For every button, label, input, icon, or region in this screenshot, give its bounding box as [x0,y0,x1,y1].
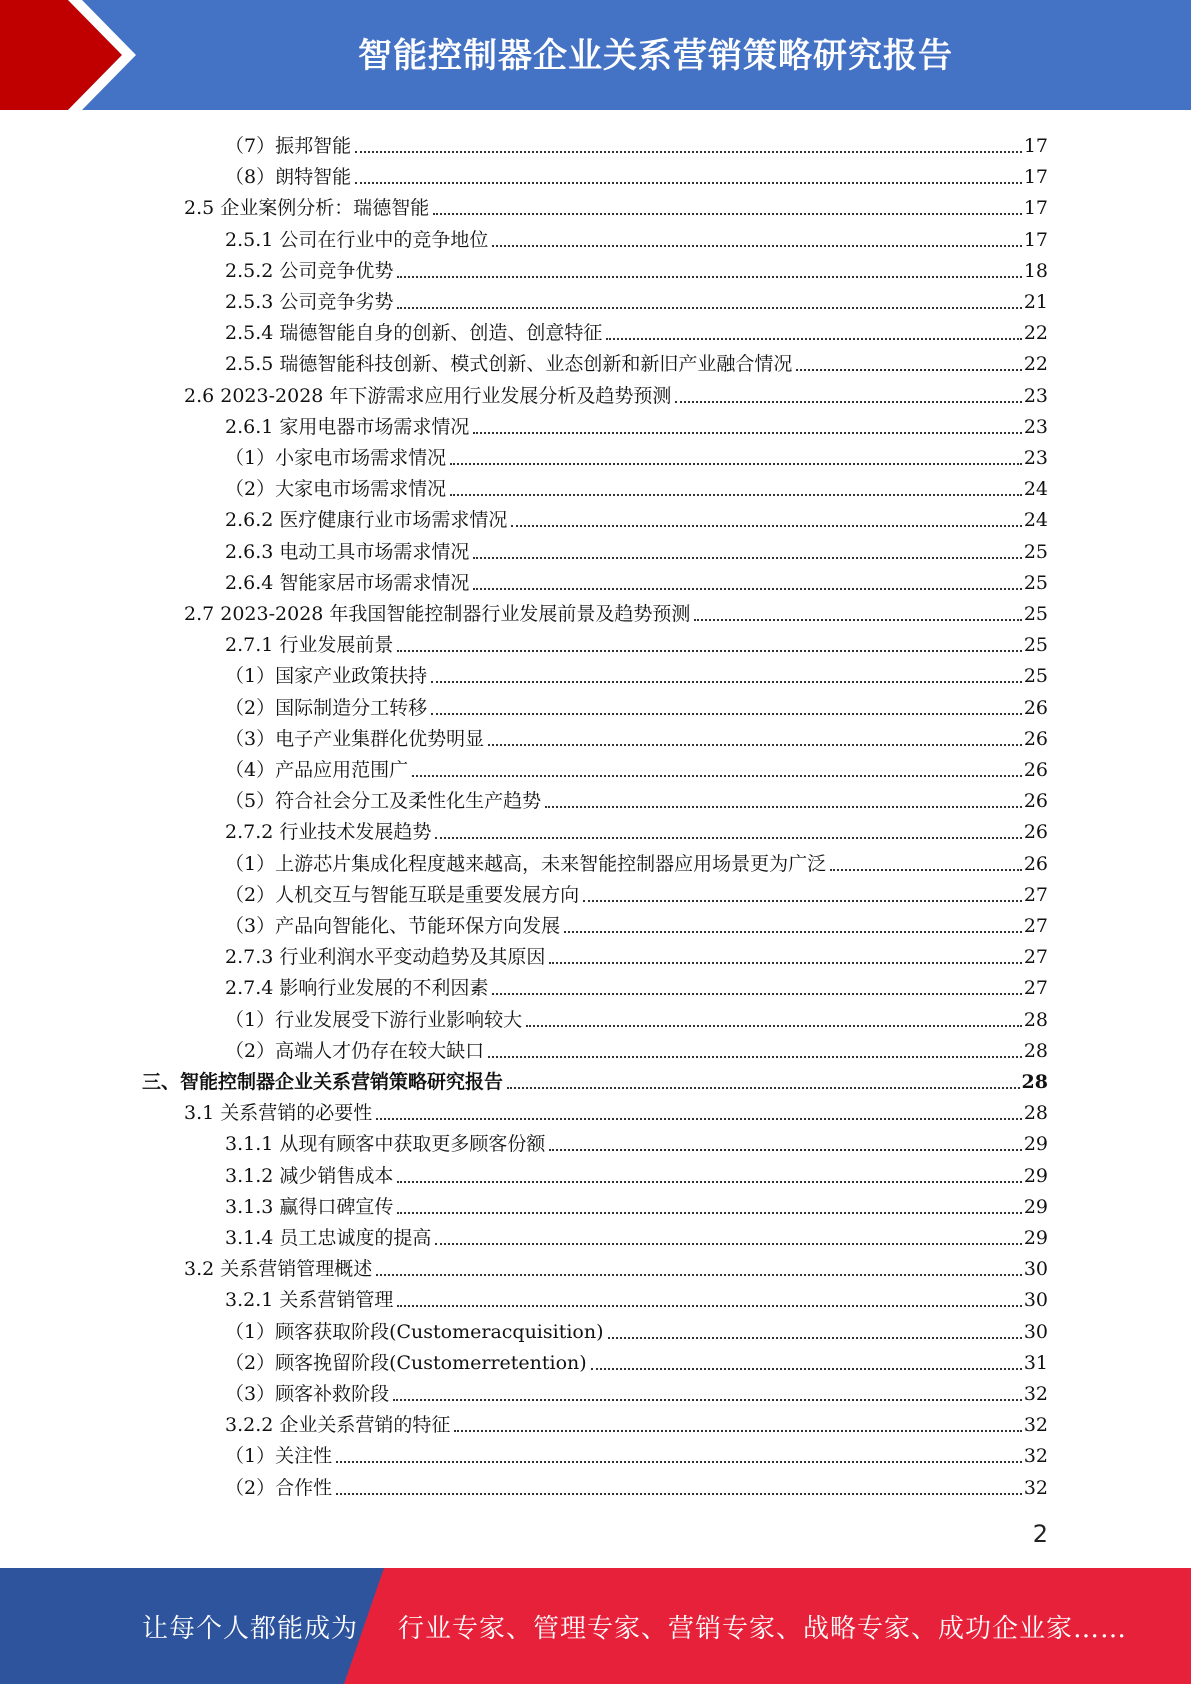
page-header [0,0,1191,110]
toc-entry[interactable] [225,1125,1048,1156]
toc-entry-page: 32 [1023,1445,1048,1468]
toc-entry[interactable] [225,1157,1048,1188]
toc-entry[interactable] [225,720,1048,751]
toc-entry[interactable] [225,907,1048,938]
toc-entry[interactable] [225,158,1048,189]
toc-entry[interactable] [184,377,1048,408]
toc-entry-label: 2.5.5 瑞德智能科技创新、模式创新、业态创新和新旧产业融合情况 [225,353,793,376]
toc-dot-leader [608,1337,1022,1339]
toc-dot-leader [488,1056,1022,1058]
toc-entry-label: 2.6 2023-2028 年下游需求应用行业发展分析及趋势预测 [184,384,672,407]
toc-entry-page: 26 [1023,727,1048,750]
toc-entry-page: 28 [1023,1102,1048,1125]
toc-entry-page: 30 [1023,1320,1048,1343]
toc-entry[interactable] [225,252,1048,283]
toc-entry-label: 2.7.1 行业发展前景 [225,634,394,657]
toc-entry-label: （1）国家产业政策扶持 [225,665,428,688]
toc-entry-page: 23 [1023,447,1048,469]
toc-dot-leader [549,962,1021,964]
toc-entry-page: 25 [1023,603,1048,625]
toc-dot-leader [549,1149,1021,1151]
toc-entry[interactable] [225,1344,1048,1375]
toc-dot-leader [431,713,1022,715]
toc-entry-label: 2.7.3 行业利润水平变动趋势及其原因 [225,946,546,969]
toc-entry[interactable] [225,657,1048,688]
toc-entry-page: 27 [1023,977,1048,1000]
toc-entry[interactable] [225,1437,1048,1468]
toc-entry-page: 29 [1023,1227,1048,1249]
toc-entry-label: 2.5.2 公司竞争优势 [225,259,394,282]
toc-dot-leader [830,869,1022,871]
toc-entry[interactable] [142,1063,1048,1094]
toc-entry-page: 27 [1023,915,1048,937]
toc-entry-label: 2.5.3 公司竞争劣势 [225,291,394,313]
toc-dot-leader [397,307,1021,309]
toc-entry-label: 2.6.4 智能家居市场需求情况 [225,571,470,594]
toc-entry-label: （4）产品应用范围广 [225,759,409,781]
toc-entry-page: 30 [1023,1258,1048,1281]
toc-entry-page: 24 [1023,509,1048,532]
toc-entry-page: 23 [1023,415,1048,438]
toc-dot-leader [450,494,1022,496]
toc-dot-leader [393,1399,1022,1401]
toc-entry[interactable] [225,221,1048,252]
toc-dot-leader [694,619,1021,621]
page-footer [0,1568,1191,1684]
toc-entry[interactable] [225,813,1048,844]
toc-entry-page: 30 [1023,1289,1048,1312]
toc-dot-leader [492,245,1021,247]
toc-entry[interactable] [225,439,1048,470]
toc-entry-label: （1）行业发展受下游行业影响较大 [225,1008,523,1031]
toc-entry-page: 27 [1023,883,1048,906]
toc-entry-page: 29 [1023,1195,1048,1218]
toc-dot-leader [336,1493,1022,1495]
toc-entry-label: （8）朗特智能 [225,166,352,189]
toc-entry-label: 2.6.1 家用电器市场需求情况 [225,415,470,438]
toc-entry-label: 2.5.4 瑞德智能自身的创新、创造、创意特征 [225,322,603,345]
toc-entry[interactable] [184,595,1048,626]
toc-entry[interactable] [225,470,1048,501]
toc-dot-leader [606,338,1021,340]
toc-entry-label: （2）人机交互与智能互联是重要发展方向 [225,883,580,906]
toc-dot-leader [488,744,1022,746]
toc-entry-label: （3）顾客补救阶段 [225,1383,390,1405]
toc-entry-page: 31 [1023,1351,1048,1374]
toc-entry[interactable] [225,1469,1048,1500]
page-number: 2 [1032,1520,1048,1548]
toc-entry-page: 21 [1023,291,1048,313]
toc-dot-leader [507,1087,1020,1089]
toc-entry[interactable] [225,751,1048,782]
toc-entry-label: 三、智能控制器企业关系营销策略研究报告 [142,1071,504,1093]
toc-entry-page: 28 [1023,1008,1048,1031]
toc-dot-leader [397,1181,1021,1183]
toc-entry-label: 2.6.2 医疗健康行业市场需求情况 [225,509,508,532]
toc-dot-leader [492,993,1021,995]
toc-entry-label: （2）合作性 [225,1476,333,1499]
toc-entry-label: 2.6.3 电动工具市场需求情况 [225,540,470,563]
toc-entry[interactable] [225,314,1048,345]
toc-entry-label: 2.5 企业案例分析：瑞德智能 [184,197,430,220]
toc-dot-leader [435,837,1021,839]
toc-entry-label: （1）上游芯片集成化程度越来越高，未来智能控制器应用场景更为广泛 [225,852,827,875]
toc-entry-page: 26 [1023,790,1048,813]
footer-slogan-left: 让每个人都能成为 [142,1614,359,1644]
toc-entry-label: （1）顾客获取阶段(Customeracquisition) [225,1320,604,1343]
toc-dot-leader [511,525,1021,527]
toc-entry-label: （2）顾客挽留阶段(Customerretention) [225,1351,587,1374]
toc-entry-page: 32 [1023,1414,1048,1437]
toc-entry-page: 25 [1023,634,1048,657]
toc-dot-leader [355,182,1022,184]
toc-dot-leader [526,1025,1022,1027]
toc-entry-label: 3.1.4 员工忠诚度的提高 [225,1227,432,1249]
toc-entry[interactable] [225,1032,1048,1063]
toc-entry-page: 26 [1023,821,1048,844]
toc-entry-page: 17 [1023,135,1048,157]
toc-dot-leader [433,213,1022,215]
toc-entry[interactable] [225,533,1048,564]
toc-entry-page: 17 [1023,166,1048,189]
toc-entry-label: （7）振邦智能 [225,135,352,157]
page-title: 智能控制器企业关系营销策略研究报告 [358,36,953,76]
toc-dot-leader [397,1212,1021,1214]
toc-entry-label: （1）关注性 [225,1445,333,1468]
toc-entry-label: 3.2.2 企业关系营销的特征 [225,1414,451,1437]
toc-entry[interactable] [225,127,1048,158]
toc-dot-leader [376,1118,1022,1120]
toc-dot-leader [355,151,1022,153]
toc-entry-page: 17 [1023,197,1048,220]
toc-dot-leader [473,557,1021,559]
toc-entry-label: （5）符合社会分工及柔性化生产趋势 [225,790,542,813]
toc-entry-label: 2.7.4 影响行业发展的不利因素 [225,977,489,1000]
toc-dot-leader [473,588,1021,590]
toc-entry[interactable] [225,283,1048,314]
toc-entry-page: 23 [1023,384,1048,407]
toc-dot-leader [336,1461,1022,1463]
toc-dot-leader [397,650,1021,652]
toc-entry-page: 25 [1023,540,1048,563]
toc-entry[interactable] [184,189,1048,220]
toc-entry-label: 3.1.1 从现有顾客中获取更多顾客份额 [225,1133,546,1156]
toc-entry-label: 3.1 关系营销的必要性 [184,1102,373,1125]
toc-entry-page: 22 [1023,353,1048,376]
toc-dot-leader [397,1305,1021,1307]
toc-dot-leader [397,276,1021,278]
toc-entry[interactable] [225,345,1048,376]
toc-entry[interactable] [225,782,1048,813]
toc-dot-leader [450,463,1022,465]
toc-entry[interactable] [225,626,1048,657]
toc-entry-page: 32 [1023,1383,1048,1405]
toc-entry-page: 17 [1023,228,1048,251]
toc-dot-leader [435,1243,1021,1245]
toc-entry-label: 3.2 关系营销管理概述 [184,1258,373,1281]
toc-dot-leader [454,1430,1021,1432]
toc-dot-leader [376,1274,1022,1276]
toc-entry[interactable] [225,1313,1048,1344]
toc-entry-label: （1）小家电市场需求情况 [225,447,447,469]
toc-entry-page: 28 [1023,1039,1048,1062]
toc-entry[interactable] [225,1375,1048,1406]
toc-entry-label: （2）国际制造分工转移 [225,696,428,719]
toc-entry-page: 29 [1023,1133,1048,1156]
toc-dot-leader [473,432,1021,434]
toc-entry-page: 32 [1023,1476,1048,1499]
toc-entry-page: 26 [1023,759,1048,781]
toc-entry-label: （3）产品向智能化、节能环保方向发展 [225,915,561,937]
toc-entry-page: 27 [1023,946,1048,969]
toc-dot-leader [431,681,1022,683]
toc-entry[interactable] [225,1188,1048,1219]
toc-entry[interactable] [225,1281,1048,1312]
toc-dot-leader [583,900,1022,902]
toc-entry-page: 22 [1023,322,1048,345]
toc-dot-leader [675,401,1021,403]
toc-entry[interactable] [225,1406,1048,1437]
toc-entry-label: 2.7 2023-2028 年我国智能控制器行业发展前景及趋势预测 [184,603,691,625]
toc-entry-page: 25 [1023,665,1048,688]
toc-entry[interactable] [225,501,1048,532]
toc-entry-page: 25 [1023,571,1048,594]
toc-entry[interactable] [225,845,1048,876]
toc-entry-label: 3.1.3 赢得口碑宣传 [225,1195,394,1218]
toc-entry-label: （3）电子产业集群化优势明显 [225,727,485,750]
toc-entry[interactable] [225,564,1048,595]
toc-dot-leader [796,369,1021,371]
toc-entry[interactable] [225,938,1048,969]
toc-entry-label: （2）大家电市场需求情况 [225,478,447,501]
toc-entry-page: 26 [1023,696,1048,719]
footer-slogan-right: 行业专家、管理专家、营销专家、战略专家、成功企业家…… [398,1614,1128,1644]
toc-entry-label: 2.5.1 公司在行业中的竞争地位 [225,228,489,251]
toc-entry-page: 26 [1023,852,1048,875]
toc-entry-label: 2.7.2 行业技术发展趋势 [225,821,432,844]
toc-dot-leader [412,775,1022,777]
toc-entry[interactable] [225,1001,1048,1032]
toc-entry-label: （2）高端人才仍存在较大缺口 [225,1039,485,1062]
toc-entry[interactable] [225,408,1048,439]
toc-entry[interactable] [225,1219,1048,1250]
toc-dot-leader [545,806,1022,808]
toc-entry[interactable] [184,1250,1048,1281]
toc-entry-page: 29 [1023,1164,1048,1187]
toc-entry[interactable] [225,876,1048,907]
toc-entry-page: 28 [1021,1071,1048,1093]
toc-entry-page: 24 [1023,478,1048,501]
toc-entry[interactable] [225,689,1048,720]
toc-entry-label: 3.2.1 关系营销管理 [225,1289,394,1312]
toc-entry[interactable] [184,1094,1048,1125]
toc-entry[interactable] [225,969,1048,1000]
toc-entry-page: 18 [1023,259,1048,282]
toc-dot-leader [591,1368,1022,1370]
toc-dot-leader [564,931,1022,933]
toc-entry-label: 3.1.2 减少销售成本 [225,1164,394,1187]
